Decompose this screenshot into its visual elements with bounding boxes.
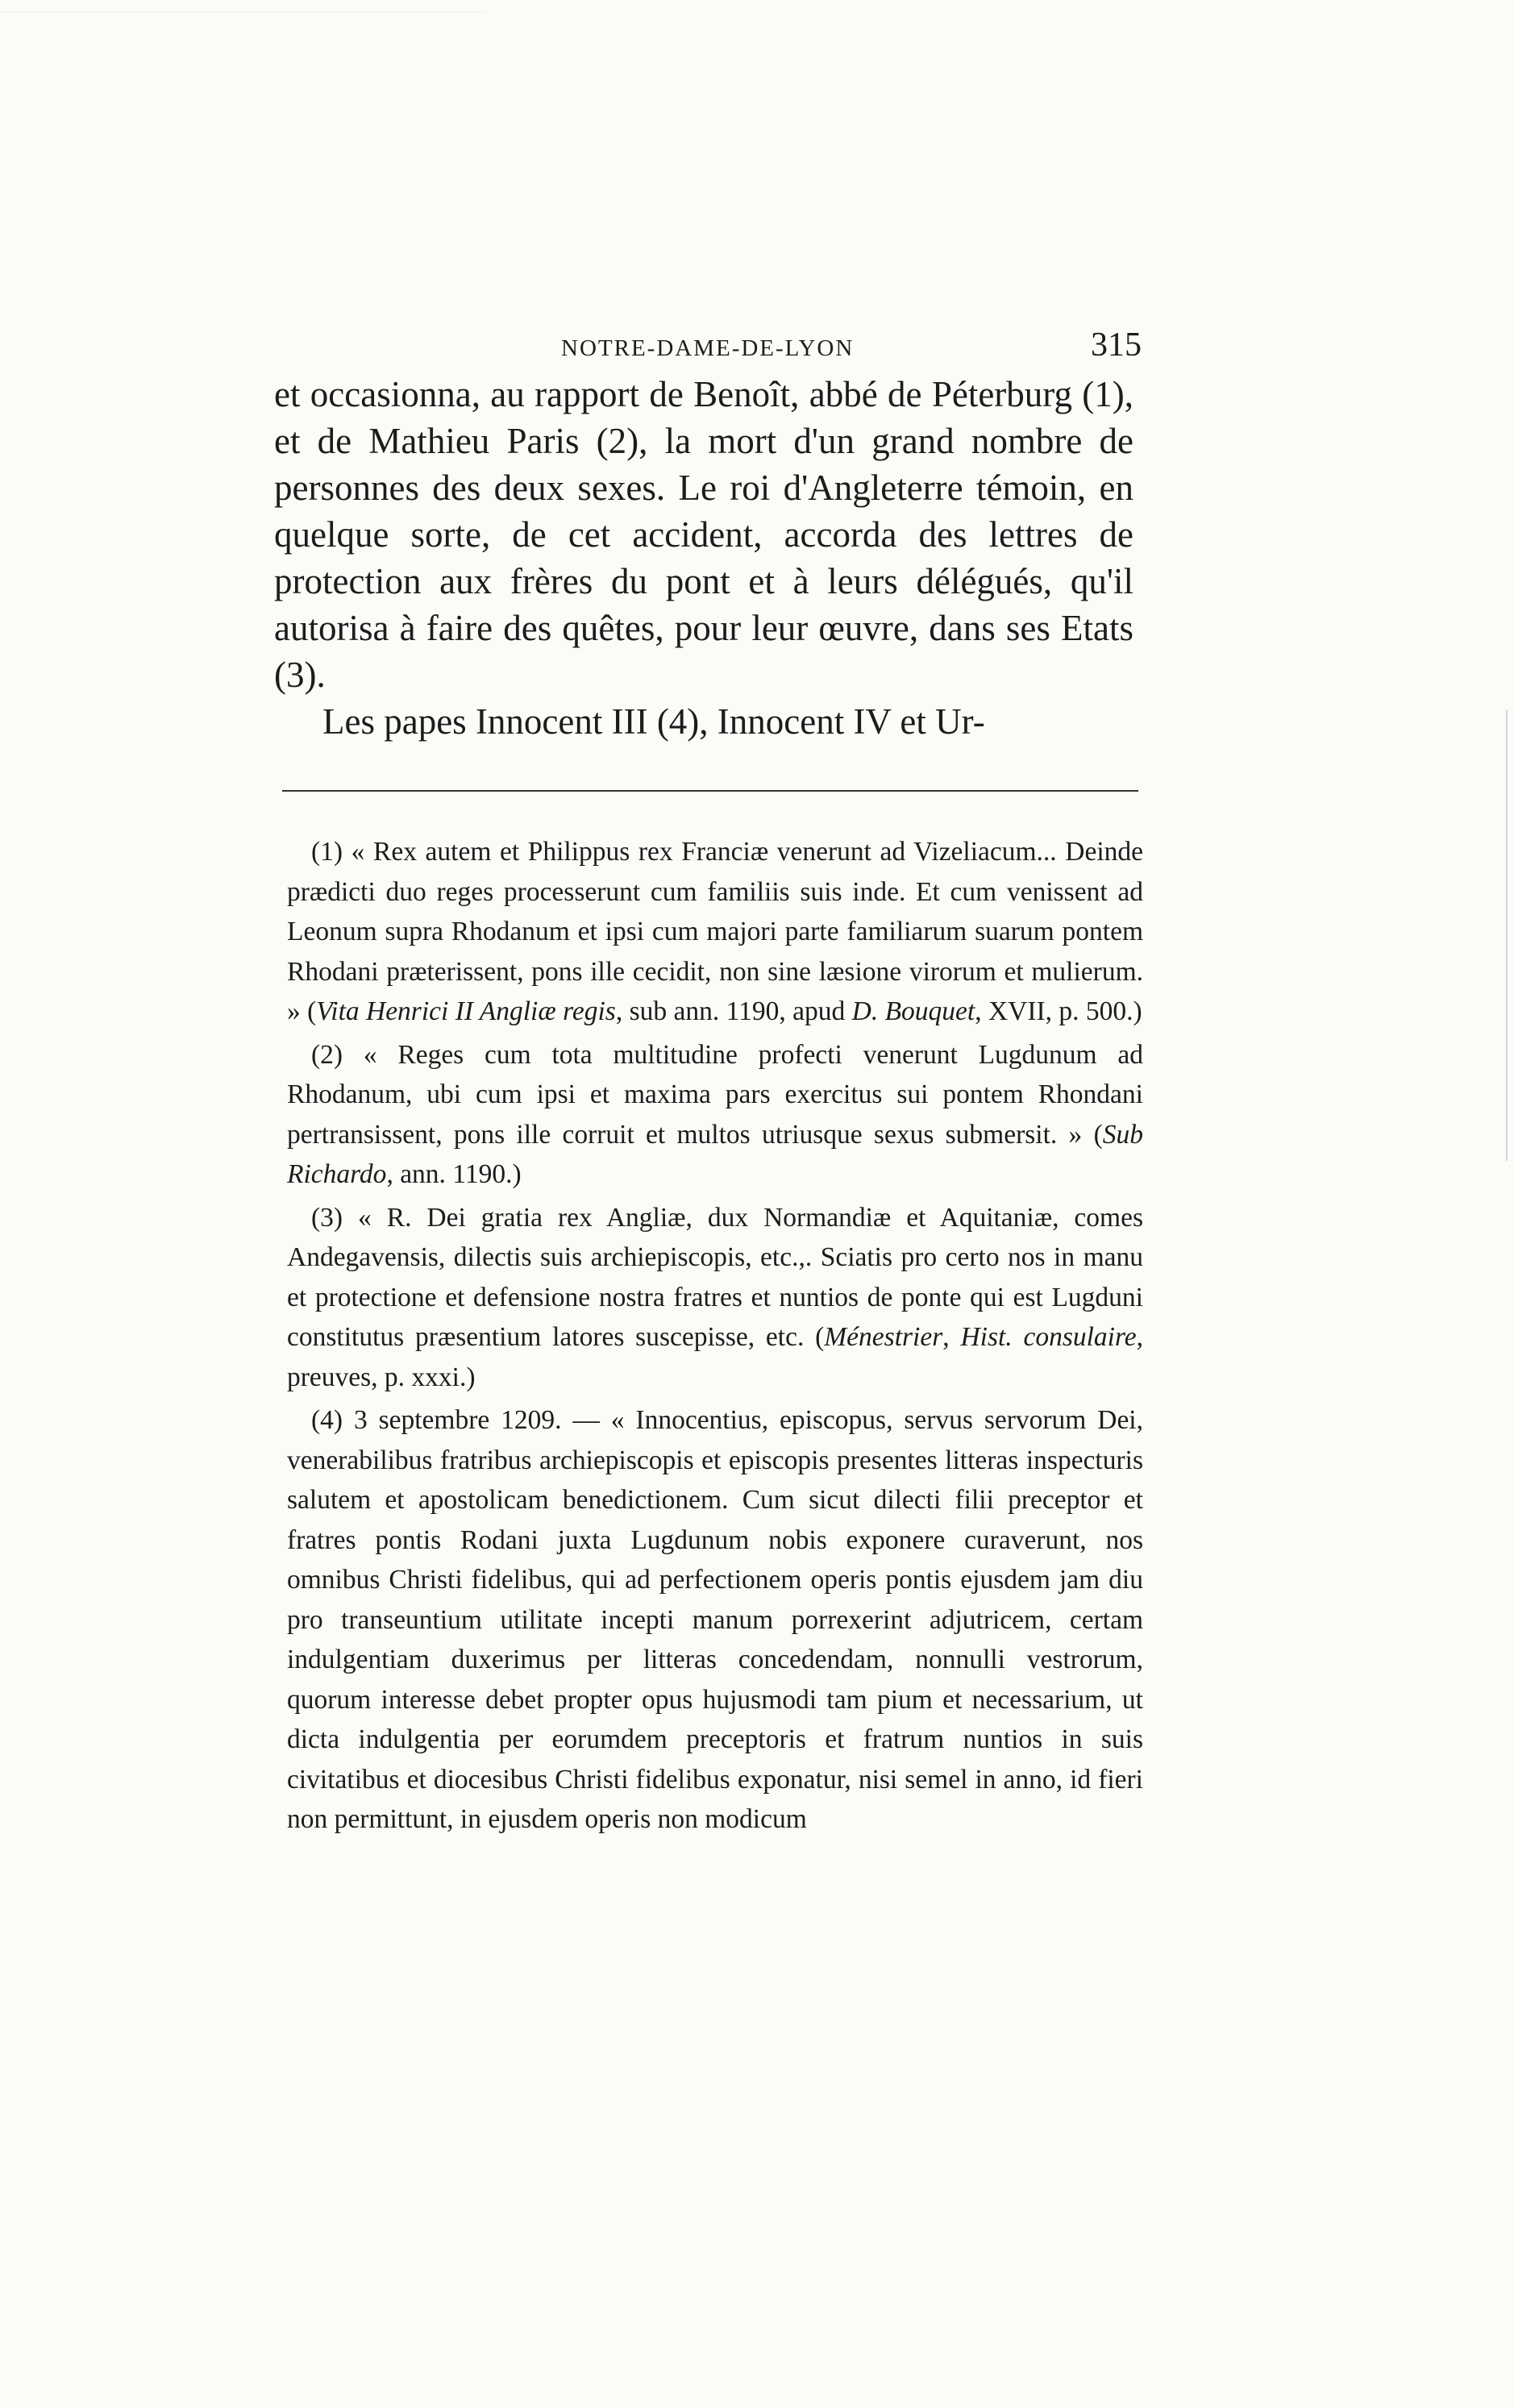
- body-paragraph-1: et occasionna, au rapport de Benoît, abbé de Péterburg (1), et de Mathieu Paris (2), la mort d'un grand nombre de personnes des deux sexes. Le roi d'Angleterre témoin, en quelque sorte, de cet accident, accorda des lettres de protection aux frères du pont et à leurs délégués, qu'il autorisa à faire des quêtes, pour leur œuvre, dans ses Etats (3).: [274, 374, 1133, 695]
- footnote-1-mid: , sub ann. 1190, apud: [615, 996, 852, 1026]
- body-paragraph-2: Les papes Innocent III (4), Innocent IV et Ur-: [322, 701, 985, 742]
- footnote-3-end: , preuves, p. xxxi.): [287, 1322, 1144, 1392]
- footnote-4: [287, 1400, 1143, 1840]
- footnote-3-title: Hist. consulaire: [960, 1322, 1137, 1352]
- footnote-1-text: (1) « Rex autem et Philippus rex Franciæ venerunt ad Vizeliacum... Deinde prædicti duo reges processerunt cum familiis suis inde. Et cum venissent ad Leonum supra Rhodanum et ipsi cum majori parte familiarum suarum pontem Rhodani præterissent, pons ille cecidit, non sine læsione virorum et mulierum. » (: [287, 837, 1143, 1026]
- footnote-3-text: (3) « R. Dei gratia rex Angliæ, dux Normandiæ et Aquitaniæ, comes Andegavensis, dilectis suis archiepiscopis, etc.,. Sciatis pro certo nos in manu et protectione et defensione nostra fratres et nuntios de ponte qui est Lugduni constitutus præsentium latores suscepisse, etc. (: [287, 1202, 1143, 1352]
- scan-margin-shadow: [1506, 709, 1508, 1161]
- footnote-2-end: , ann. 1190.): [386, 1159, 522, 1189]
- scan-edge-mark: [0, 0, 484, 12]
- footnote-4-text: (4) 3 septembre 1209. — « Innocentius, episcopus, servus servorum Dei, venerabilibus fratribus archiepiscopis et episcopis presentes litteras inspecturis salutem et apostolicam benedictionem. Cum sicut dilecti filii preceptor et fratres pontis Rodani juxta Lugdunum nobis exponere curaverunt, nos omnibus Christi fidelibus, qui ad perfectionem operis pontis ejusdem jam diu pro transeuntium utilitate incepti manum porrexerint adjutricem, certam indulgentiam duxerimus per litteras concedendam, nonnulli vestrorum, quorum interesse debet propter opus hujusmodi tam pium et necessarium, ut dicta indulgentia per eorumdem preceptoris et fratrum nuntios in suis civitatibus et diocesibus Christi fidelibus exponatur, nisi semel in anno, id fieri non permittunt, in ejusdem operis non modicum: [287, 1405, 1143, 1834]
- page-number: 315: [1091, 326, 1142, 364]
- footnote-3: [287, 1198, 1143, 1398]
- footnote-separator: [282, 790, 1138, 792]
- footnote-1-author: D. Bouquet: [851, 996, 975, 1026]
- footnote-1: [287, 832, 1143, 1032]
- running-header: [287, 322, 1142, 371]
- footnote-2-text: (2) « Reges cum tota multitudine profecti venerunt Lugdunum ad Rhodanum, ubi cum ipsi et maxima pars exercitus sui pontem Rhondani pertransissent, pons ille corruit et multos utriusque sexus submersit. » (: [287, 1039, 1143, 1150]
- running-title: NOTRE-DAME-DE-LYON: [561, 335, 855, 361]
- footnote-1-end: , XVII, p. 500.): [975, 996, 1142, 1026]
- main-text: [274, 371, 1133, 745]
- footnote-1-title: Vita Henrici II Angliæ regis: [316, 996, 616, 1026]
- footnote-2: [287, 1035, 1143, 1195]
- footnote-3-author: Ménestrier: [824, 1322, 943, 1352]
- footnote-2-title: Sub Richardo: [287, 1119, 1143, 1189]
- footnote-3-mid: ,: [942, 1322, 961, 1352]
- footnotes: [287, 832, 1143, 1843]
